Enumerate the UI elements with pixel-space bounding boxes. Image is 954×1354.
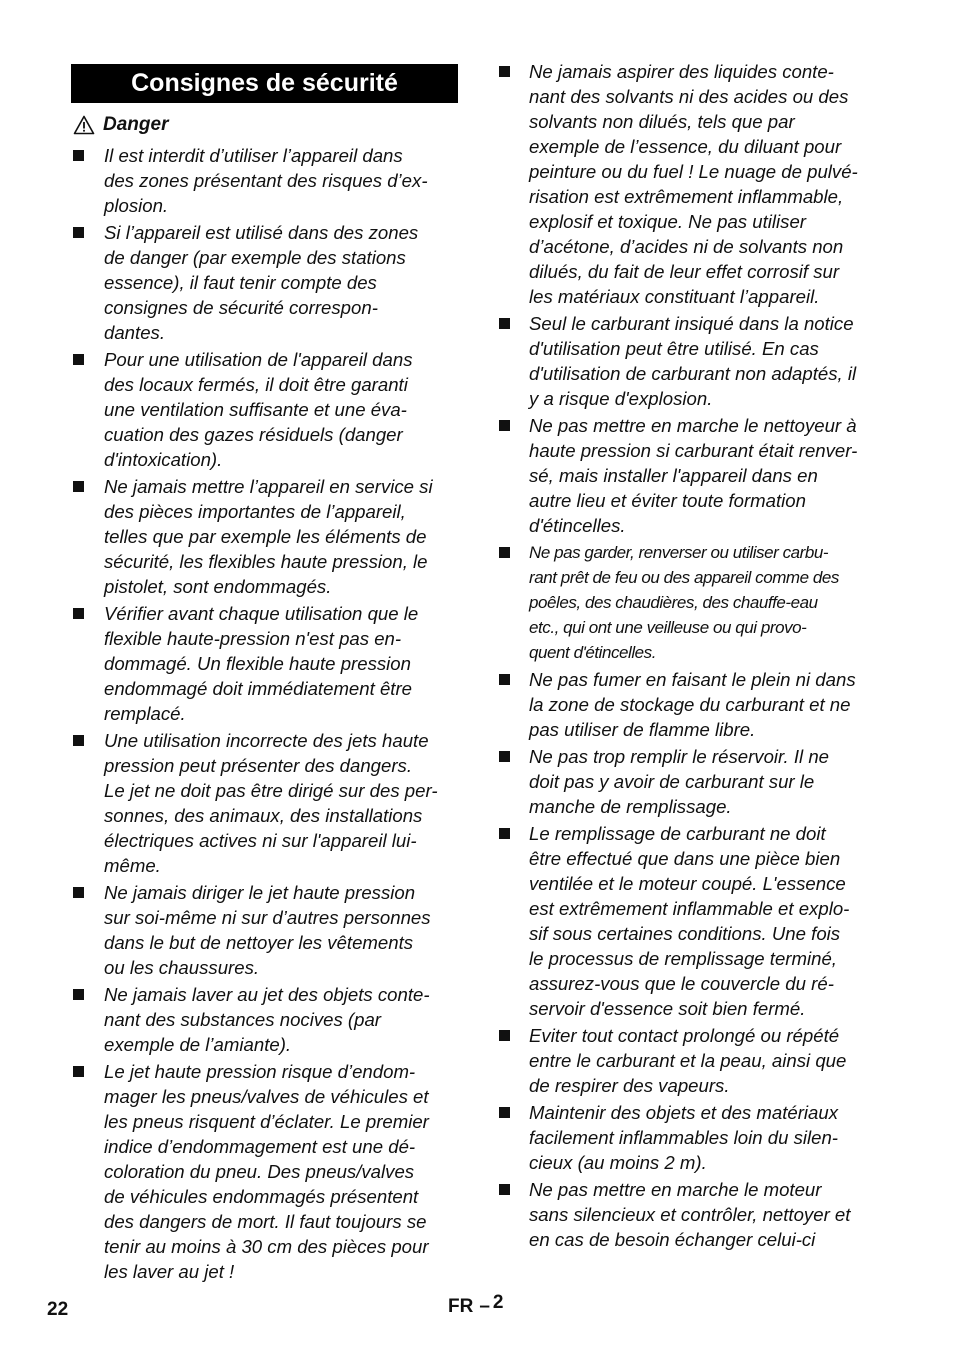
warning-triangle-icon [73,115,95,135]
list-item-text: Pour une utilisation de l'appareil dans des locaux fermés, il doit être garanti une ventilation suffisante et une éva- cuation des gazes résiduels (danger d'intoxication). [104,349,413,470]
sub-page-number: 2 [492,1292,504,1313]
square-bullet-icon [499,1184,510,1195]
list-item-text: Si l’appareil est utilisé dans des zones de danger (par exemple des stations essence), il faut tenir compte des consignes de sécurité correspon- dantes. [104,222,419,343]
page-footer [448,1292,504,1318]
safety-list-right [497,59,889,1252]
square-bullet-icon [499,1030,510,1041]
list-item [71,220,461,345]
danger-label: Danger [103,114,169,135]
list-item [497,1023,889,1098]
square-bullet-icon [499,751,510,762]
list-item-text: Ne pas mettre en marche le moteur sans silencieux et contrôler, nettoyer et en cas de besoin échanger celui-ci [529,1179,851,1250]
square-bullet-icon [73,735,84,746]
language-code: FR [448,1296,474,1317]
square-bullet-icon [73,887,84,898]
list-item [497,1177,889,1252]
square-bullet-icon [499,828,510,839]
list-item-text: Le remplissage de carburant ne doit être effectué que dans une pièce bien ventilée et le moteur coupé. L'essence est extrêmement inflammable et explo- sif sous certaines conditions. Une fois le processus de remplissage terminé, assurez-vous que le couvercle du ré- servoir d'essence soit bien fermé. [529,823,850,1019]
list-item [71,1059,461,1284]
list-item-text: Ne jamais diriger le jet haute pression sur soi-même ni sur d’autres personnes dans le but de nettoyer les vêtements ou les chaussures. [104,882,431,978]
list-item-text: Eviter tout contact prolongé ou répété entre le carburant et la peau, ainsi que de respirer des vapeurs. [529,1025,847,1096]
square-bullet-icon [73,989,84,1000]
list-item [497,667,889,742]
list-item [71,474,461,599]
left-column [71,58,461,1286]
list-item-text: Ne jamais aspirer des liquides conte- nant des solvants ni des acides ou des solvants non dilués, tels que par exemple de l’essence, du diluant pour peinture ou du fuel ! Le nuage de pulvé- risation est extrêmement inflammable, explosif et toxique. Ne pas utiliser d’acétone, d’acides ni de solvants non dilués, du fait de leur effet corrosif sur les matériaux constituant l’appareil. [529,61,858,307]
list-item [497,59,889,309]
list-item [497,311,889,411]
square-bullet-icon [73,354,84,365]
list-item [71,143,461,218]
list-item [497,744,889,819]
list-item-text: Ne jamais mettre l’appareil en service si des pièces importantes de l’appareil, telles que par exemple les éléments de sécurité, les flexibles haute pression, le pistolet, sont endommagés. [104,476,433,597]
page-number: 22 [47,1299,69,1320]
list-item [71,601,461,726]
list-item [71,728,461,878]
list-item-text: Ne jamais laver au jet des objets conte- nant des substances nocives (par exemple de l’amiante). [104,984,430,1055]
square-bullet-icon [73,227,84,238]
square-bullet-icon [499,674,510,685]
list-item [497,1100,889,1175]
list-item [497,413,889,538]
list-item-text: Seul le carburant insiqué dans la notice d'utilisation peut être utilisé. En cas d'utilisation de carburant non adaptés, il y a risque d'explosion. [529,313,857,409]
section-title: Consignes de sécurité [71,64,458,103]
danger-heading [71,114,461,136]
square-bullet-icon [499,318,510,329]
list-item-text: Ne pas garder, renverser ou utiliser carbu- rant prêt de feu ou des appareil comme des poêles, des chaudières, des chauffe-eau etc., qui ont une veilleuse ou qui provo- quent d'étincelles. [529,543,839,662]
list-item-text: Le jet haute pression risque d’endom- mager les pneus/valves de véhicules et les pneus risquent d’éclater. Le premier indice d’endommagement est une dé- coloration du pneu. Des pneus/valves de véhicules endommagés présentent des dangers de mort. Il faut toujours se tenir au moins à 30 cm des pièces pour les laver au jet ! [104,1061,429,1282]
list-item [71,347,461,472]
list-item-text: Vérifier avant chaque utilisation que le flexible haute-pression n'est pas en- dommagé. Un flexible haute pression endommagé doit immédiatement être remplacé. [104,603,419,724]
list-item [497,540,889,665]
list-item-text: Une utilisation incorrecte des jets haute pression peut présenter des dangers. Le jet ne doit pas être dirigé sur des per- sonnes, des animaux, des installations électriques actives ni sur l'appareil lui- même. [104,730,438,876]
square-bullet-icon [499,1107,510,1118]
square-bullet-icon [73,481,84,492]
list-item-text: Ne pas trop remplir le réservoir. Il ne doit pas y avoir de carburant sur le manche de remplissage. [529,746,830,817]
footer-dash: – [479,1296,490,1317]
list-item-text: Maintenir des objets et des matériaux facilement inflammables loin du silen- cieux (au moins 2 m). [529,1102,839,1173]
list-item-text: Ne pas fumer en faisant le plein ni dans la zone de stockage du carburant et ne pas utiliser de flamme libre. [529,669,856,740]
list-item [497,821,889,1021]
safety-list-left [71,143,461,1284]
right-column [497,59,889,1254]
square-bullet-icon [499,420,510,431]
list-item [71,982,461,1057]
square-bullet-icon [73,1066,84,1077]
square-bullet-icon [499,547,510,558]
square-bullet-icon [499,66,510,77]
square-bullet-icon [73,608,84,619]
square-bullet-icon [73,150,84,161]
list-item-text: Il est interdit d’utiliser l’appareil dans des zones présentant des risques d’ex- plosion. [104,145,428,216]
list-item [71,880,461,980]
list-item-text: Ne pas mettre en marche le nettoyeur à haute pression si carburant était renver- sé, mais installer l'appareil dans en autre lieu et éviter toute formation d'étincelles. [529,415,858,536]
